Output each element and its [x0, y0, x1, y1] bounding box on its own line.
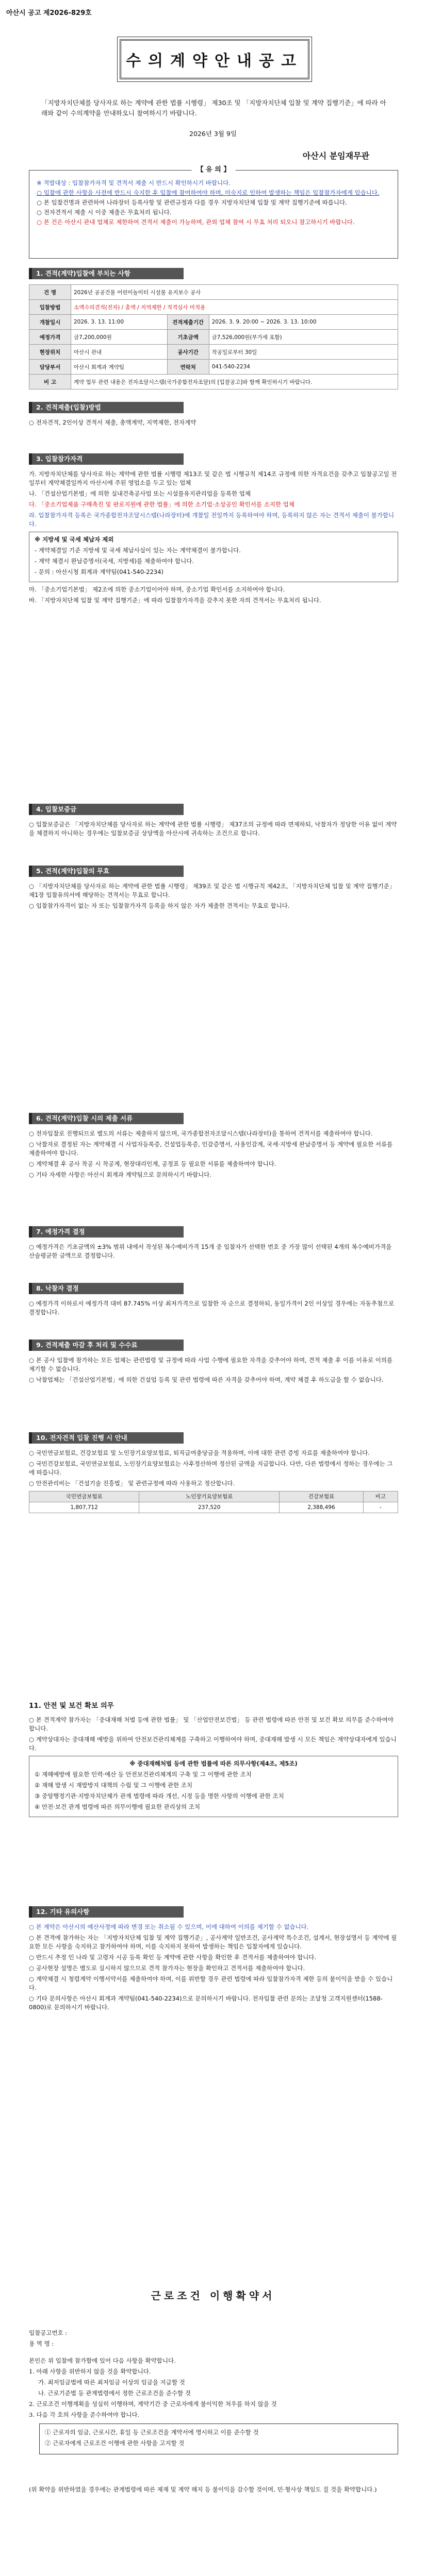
caution-title: 【 유 의 】 — [192, 165, 236, 174]
box-line: ① 재해예방에 필요한 인력·예산 등 안전보건관리체계의 구축 및 그 이행에 관한 조치 — [35, 1771, 252, 1778]
pledge-item: ② 근로자에게 근로조건 이행에 관한 사항을 고지할 것 — [45, 2439, 185, 2447]
table-header-cell: 개찰일시 — [29, 315, 71, 330]
pledge-intro: 본인은 위 입찰에 참가함에 있어 다음 사항을 확약합니다. — [29, 2357, 176, 2364]
section-4-body — [29, 820, 398, 840]
section-11-heading: 11. 안전 및 보건 확보 의무 — [29, 1700, 184, 1711]
section-6-body — [29, 1129, 398, 1181]
section-5-heading: 5. 견적(계약)입찰의 무효 — [29, 866, 184, 877]
table-header-cell: 공사기간 — [167, 345, 209, 360]
section-text: 나. 「건설산업기본법」에 의한 실내건축공사업 또는 시설물유지관리업을 등록한 업체 — [29, 490, 251, 497]
section-text: ○ 본 견적계약 참가자는 「중대재해 처벌 등에 관한 법률」 및 「산업안전보건법」 등 관련 법령에 따른 안전 및 보건 확보 의무를 준수하여야 합니다. — [29, 1716, 394, 1732]
section-10-body — [29, 1449, 398, 1513]
table-header-cell: 노인장기요양보험료 — [139, 1492, 280, 1502]
section-text: ○ 계약체결 후 공사 착공 시 착공계, 현장대리인계, 공정표 등 필요한 서류를 제출하여야 합니다. — [29, 1160, 276, 1167]
table-row — [29, 1502, 398, 1513]
caution-item: ※ 적발대상 : 입찰참가자격 및 견적서 제출 시 반드시 확인하시기 바랍니다. — [37, 179, 231, 187]
section-8-body — [29, 1299, 398, 1319]
section-text: ○ 입찰참가자격이 없는 자 또는 입찰참가자격 등록을 하지 않은 자가 제출한 견적서는 무효로 합니다. — [29, 902, 290, 909]
section-text: ○ 기타 자세한 사항은 아산시 회계과 계약팀으로 문의하시기 바랍니다. — [29, 1171, 211, 1178]
pledge-item: 3. 다음 각 호의 사항을 준수하여야 합니다. — [29, 2411, 140, 2418]
notice-title: ※ 지방세 및 국세 체납자 제외 — [35, 536, 114, 543]
section-text: ○ 예정가격 이하로서 예정가격 대비 87.745% 이상 최저가격으로 입찰한 자 순으로 결정하되, 동일가격이 2인 이상일 경우에는 자동추첨으로 결정합니다. — [29, 1300, 395, 1316]
table-cell: 아산시 관내 — [71, 345, 168, 360]
section-text: ○ 예정가격은 기초금액의 ±3% 범위 내에서 작성된 복수예비가격 15개 중 입찰자가 선택한 번호 중 가장 많이 선택된 4개의 복수예비가격을 산술평균한 금액으로 결정합니다. — [29, 1243, 392, 1259]
box-title: ※ 중대재해처벌 등에 관한 법률에 따른 의무사항(제4조, 제5조) — [129, 1760, 298, 1767]
caution-item: ○ 입찰에 관한 사항을 사전에 반드시 숙지한 후 입찰에 참여하여야 하며, 미숙지로 인하여 발생하는 책임은 입찰참가자에게 있습니다. — [37, 189, 380, 196]
title-frame — [120, 39, 309, 79]
section-4-heading: 4. 입찰보증금 — [29, 804, 184, 815]
section-12-heading: 12. 기타 유의사항 — [29, 1906, 184, 1918]
section-text: ○ 전자입찰로 진행되므로 별도의 서류는 제출하지 않으며, 국가종합전자조달시스템(나라장터)을 통하여 견적서를 제출하여야 합니다. — [29, 1130, 373, 1137]
pledge-body — [29, 2329, 398, 2496]
table-header-cell: 비고 — [363, 1492, 398, 1502]
table-row — [29, 375, 398, 389]
table-row — [29, 345, 398, 360]
table-row — [29, 285, 398, 300]
section-text: ○ 안전관리비는 「건설기술 진흥법」 및 관련규정에 따라 사용하고 정산합니다. — [29, 1480, 235, 1487]
table-header-cell: 기초금액 — [167, 330, 209, 345]
table-header-cell: 건 명 — [29, 285, 71, 300]
table-cell: 237,520 — [139, 1502, 280, 1513]
section-2-heading: 2. 견적제출(입찰)방법 — [29, 402, 184, 413]
section-text: ○ 계약상대자는 중대재해 예방을 위하여 안전보건관리체계를 구축하고 이행하여야 하며, 중대재해 발생 시 모든 책임은 계약상대자에게 있습니다. — [29, 1736, 397, 1752]
table-header-cell: 예정가격 — [29, 330, 71, 345]
section-text: ○ 본 계약은 아산시의 예산사정에 따라 변경 또는 취소될 수 있으며, 이에 대하여 이의를 제기할 수 없습니다. — [29, 1923, 309, 1930]
table-cell: - — [363, 1502, 398, 1513]
section-text: ○ 낙찰업체는 「건설산업기본법」에 의한 건설업 등록 및 관련 법령에 따른 자격을 갖추어야 하며, 계약 체결 후 하도급을 할 수 없습니다. — [29, 1376, 384, 1383]
box-line: ④ 안전·보건 관계 법령에 따른 의무이행에 필요한 관리상의 조치 — [35, 1803, 200, 1810]
table-header-cell: 건강보험료 — [280, 1492, 364, 1502]
section-text: 다. 「중소기업제품 구매촉진 및 판로지원에 관한 법률」에 의한 소기업·소상공인 확인서를 소지한 업체 — [29, 501, 294, 508]
pledge-item: 2. 근로조건 이행계획을 성실히 이행하며, 계약기간 중 근로자에게 불이익한 처우를 하지 않을 것 — [29, 2400, 277, 2408]
table-cell: 2026. 3. 13. 11:00 — [71, 315, 168, 330]
table-header-cell: 국민연금보험료 — [29, 1492, 139, 1502]
section-9-body — [29, 1356, 398, 1386]
pledge-title: 근로조건 이행확약서 — [151, 2290, 275, 2302]
table-cell: 아산시 회계과 계약팀 — [71, 360, 168, 375]
section-5-body — [29, 882, 398, 912]
section-text: ○ 낙찰자로 결정된 자는 계약체결 시 사업자등록증, 건설업등록증, 인감증명서, 사용인감계, 국세·지방세 완납증명서 등 계약에 필요한 서류를 제출하여야 합니다. — [29, 1141, 393, 1157]
caution-box — [29, 166, 398, 259]
insurance-table — [29, 1491, 398, 1513]
notice-line: - 계약체결일 기준 지방세 및 국세 체납사실이 있는 자는 계약체결이 불가합니다. — [35, 547, 241, 554]
section-2-body — [29, 418, 398, 429]
box-line: ③ 중앙행정기관·지방자치단체가 관계 법령에 따라 개선, 시정 등을 명한 사항의 이행에 관한 조치 — [35, 1792, 284, 1800]
notice-line: - 계약 체결시 완납증명서(국세, 지방세)를 제출하여야 합니다. — [35, 557, 194, 565]
section-text: 바. 「지방자치단체 입찰 및 계약 집행기준」에 따라 입찰참가자격을 갖추지 못한 자의 견적서는 무효처리 됩니다. — [29, 597, 321, 604]
pledge-box — [39, 2424, 398, 2454]
tax-notice-box — [29, 532, 398, 582]
pledge-field: 입찰공고번호 : — [29, 2329, 68, 2336]
table-cell: 2026. 3. 9. 20:00 ~ 2026. 3. 13. 10:00 — [209, 315, 398, 330]
safety-duty-box — [29, 1756, 398, 1817]
table-cell: 2026년 공공건물 어린이놀이터 시설물 유지보수 공사 — [71, 285, 398, 300]
table-cell: 1,807,712 — [29, 1502, 139, 1513]
section-text: ○ 본 공사 입찰에 참가하는 모든 업체는 관련법령 및 규정에 따라 사업 수행에 필요한 자격을 갖추어야 하며, 견적 제출 후 이를 이유로 이의를 제기할 수 없습니다. — [29, 1357, 393, 1372]
section-text: ○ 「지방자치단체를 당사자로 하는 계약에 관한 법률 시행령」 제39조 및 같은 법 시행규칙 제42조, 「지방자치단체 입찰 및 계약 집행기준」 제1장 입찰유의서에 해당하는 견적서는 무효로 합니다. — [29, 883, 396, 899]
table-header-cell: 비 고 — [29, 375, 71, 389]
table-header-row — [29, 1492, 398, 1502]
section-12-body — [29, 1923, 398, 2014]
table-cell: 금7,526,000원(부가세 포함) — [209, 330, 398, 345]
notice-line: - 문의 : 아산시청 회계과 계약팀(041-540-2234) — [35, 568, 164, 575]
caution-item: ○ 전자견적서 제출 시 이중 제출은 무효처리 됩니다. — [37, 209, 172, 216]
section-text: ○ 국민건강보험료, 국민연금보험료, 노인장기요양보험료는 사후정산하며 정산된 금액을 지급합니다. 다만, 다른 법령에서 정하는 경우에는 그에 따릅니다. — [29, 1460, 393, 1476]
pledge-item: ① 근로자의 임금, 근로시간, 휴일 등 근로조건을 계약서에 명시하고 이를 준수할 것 — [45, 2429, 259, 2436]
section-text: ○ 공사현장 설명은 별도로 실시하지 않으므로 견적 참가자는 현장을 확인하고 견적서를 제출하여야 합니다. — [29, 1964, 305, 1972]
issuing-organization: 아산시 분임재무관 — [302, 151, 369, 161]
section-text: ○ 기타 문의사항은 아산시 회계과 계약팀(041-540-2234)으로 문의하시기 바랍니다. 전자입찰 관련 문의는 조달청 고객지원센터(1588-0800)로 문의하시기 바랍니다. — [29, 1995, 383, 2011]
table-row — [29, 360, 398, 375]
section-text: ○ 전자견적, 2인이상 견적서 제출, 총액계약, 지역제한, 전자계약 — [29, 419, 196, 426]
caution-item: ○ 본 입찰건명과 관련하여 나라장터 등록사항 및 관련규정과 다를 경우 지방자치단체 입찰 및 계약 집행기준에 따릅니다. — [37, 199, 347, 206]
section-10-heading: 10. 전자견적 입찰 진행 시 안내 — [29, 1432, 184, 1444]
bid-info-table — [29, 284, 398, 389]
section-11-body — [29, 1716, 398, 1820]
pledge-item: 가. 최저임금법에 따른 최저임금 이상의 임금을 지급할 것 — [38, 2379, 185, 2386]
table-cell: 금7,200,000원 — [71, 330, 168, 345]
section-8-heading: 8. 낙찰자 결정 — [29, 1283, 184, 1294]
table-header-cell: 현장위치 — [29, 345, 71, 360]
pledge-closing: (위 확약을 위반하였을 경우에는 관계법령에 따른 제재 및 계약 해지 등 불이익을 감수할 것이며, 민·형사상 책임도 질 것을 확약합니다.) — [29, 2486, 377, 2493]
section-9-heading: 9. 견적제출 마감 후 처리 및 수수료 — [29, 1340, 184, 1351]
table-cell: 041-540-2234 — [209, 360, 398, 375]
section-text: 라. 입찰참가자격 등록은 국가종합전자조달시스템(나라장터)에 개찰일 전일까지 등록하여야 하며, 등록하지 않은 자는 견적서 제출이 불가합니다. — [29, 512, 395, 528]
notice-date: 2026년 3월 9일 — [189, 130, 237, 138]
section-text: ○ 국민연금보험료, 건강보험료 및 노인장기요양보험료, 퇴직급여충당금을 적용하며, 이에 대한 관련 증빙 자료를 제출하여야 합니다. — [29, 1449, 370, 1456]
section-text: 가. 지방자치단체를 당사자로 하는 계약에 관한 법률 시행령 제13조 및 같은 법 시행규칙 제14조 규정에 의한 자격요건을 갖추고 입찰공고일 전일부터 계약체결일까지 아산시에 주된 영업소를 두고 있는 업체 — [29, 470, 397, 486]
section-7-body — [29, 1243, 398, 1262]
table-header-cell: 입찰방법 — [29, 300, 71, 315]
section-text: 마. 「중소기업기본법」 제2조에 의한 중소기업이어야 하며, 중소기업 확인서를 소지하여야 합니다. — [29, 586, 285, 593]
section-text: ○ 입찰보증금은 「지방자치단체를 당사자로 하는 계약에 관한 법률 시행령」 제37조의 규정에 따라 면제하되, 낙찰자가 정당한 이유 없이 계약을 체결하지 아니하는 경우에는 입찰보증금 상당액을 아산시에 귀속하는 조건으로 합니다. — [29, 821, 397, 837]
table-row — [29, 330, 398, 345]
intro-text: 「지방자치단체를 당사자로 하는 계약에 관한 법률 시행령」 제30조 및 「지방자치단체 입찰 및 계약 집행기준」에 따라 아래와 같이 수의계약을 안내하오니 참여하시기 바랍니다. — [41, 99, 386, 117]
pledge-item: 나. 근로기준법 등 관계법령에서 정한 근로조건을 준수할 것 — [38, 2389, 191, 2397]
page-title: 수의계약안내공고 — [126, 52, 303, 70]
section-text: ○ 본 견적에 참가하는 자는 「지방자치단체 입찰 및 계약 집행기준」, 공사계약 일반조건, 공사계약 특수조건, 설계서, 현장설명서 등 계약에 필요한 모든 사항을 숙지하고 참가하여야 하며, 이를 숙지하지 못하여 발생하는 책임은 입찰자에게 있습니다. — [29, 1934, 397, 1950]
table-header-cell: 담당부서 — [29, 360, 71, 375]
caution-item: ○ 본 건은 아산시 관내 업체로 제한하여 견적서 제출이 가능하며, 관외 업체 참여 시 무효 처리 되오니 참고하시기 바랍니다. — [37, 218, 355, 226]
table-cell: 계약 업무 관련 내용은 전자조달시스템(국가종합전자조달)의 [입찰공고]와 함께 확인하시기 바랍니다. — [71, 375, 398, 389]
section-7-heading: 7. 예정가격 결정 — [29, 1226, 184, 1238]
section-1-heading: 1. 견적(계약)입찰에 부치는 사항 — [29, 268, 184, 279]
table-cell: 2,388,496 — [280, 1502, 364, 1513]
table-cell: 소액수의견적(전자) / 총액 / 지역제한 / 적격심사 미적용 — [71, 300, 398, 315]
table-header-cell: 견적제출기간 — [167, 315, 209, 330]
table-cell: 착공일로부터 30일 — [209, 345, 398, 360]
section-3-body — [29, 470, 398, 607]
box-line: ② 재해 발생 시 재발방지 대책의 수립 및 그 이행에 관한 조치 — [35, 1782, 193, 1789]
table-row — [29, 300, 398, 315]
pledge-field: 용 역 명 : — [29, 2340, 54, 2347]
notice-number: 아산시 공고 제2026-829호 — [6, 9, 92, 17]
section-text: ○ 반드시 추정 인 나라 및 고령자 시공 등록 확인 등 계약에 관한 사항을 확인한 후 견적서를 제출하여야 합니다. — [29, 1954, 317, 1961]
pledge-item: 1. 아래 사항을 위반하지 않을 것을 확약합니다. — [29, 2368, 151, 2375]
section-6-heading: 6. 견적(계약)입찰 시의 제출 서류 — [29, 1113, 184, 1124]
table-row — [29, 315, 398, 330]
table-header-cell: 연락처 — [167, 360, 209, 375]
section-text: ○ 계약체결 시 청렴계약 이행서약서를 제출하여야 하며, 이를 위반할 경우 관련 법령에 따라 입찰참가자격 제한 등의 불이익을 받을 수 있습니다. — [29, 1975, 393, 1991]
section-3-heading: 3. 입찰참가자격 — [29, 453, 184, 465]
